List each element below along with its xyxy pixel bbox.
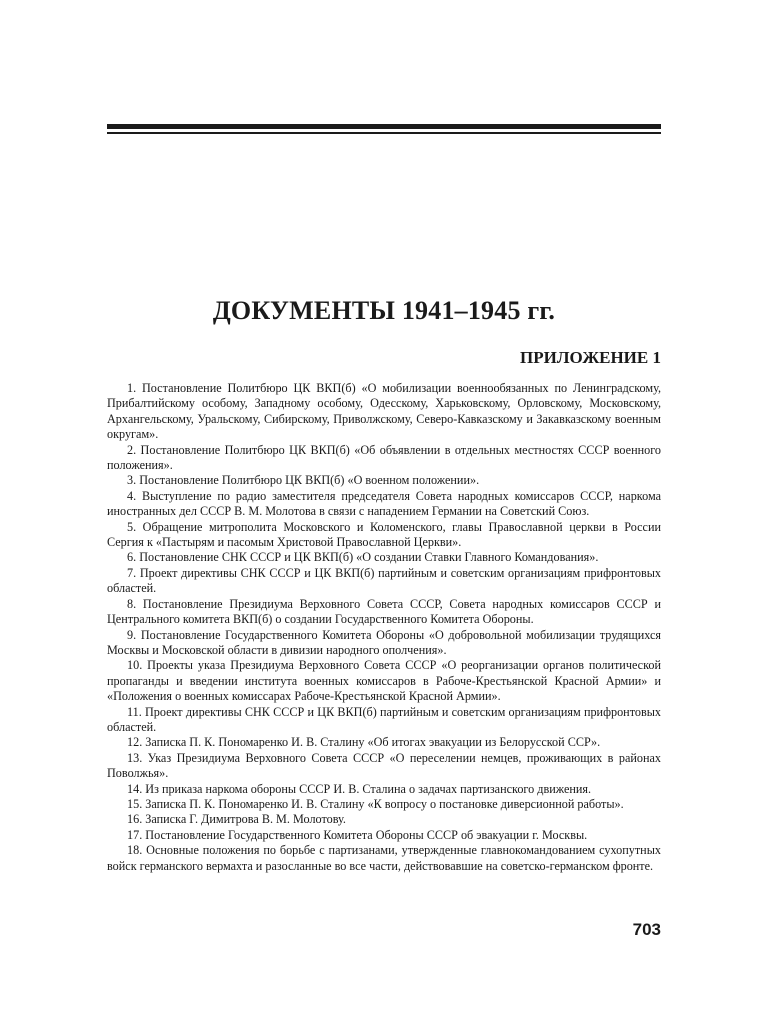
list-item: 8. Постановление Президиума Верховного Совета СССР, Совета народных комиссаров СССР и Центрального комитета ВКП(б) о создании Государственного Комитета Обороны.: [107, 596, 661, 627]
list-item: 17. Постановление Государственного Комитета Обороны СССР об эвакуации г. Москвы.: [127, 827, 588, 842]
list-item: 3. Постановление Политбюро ЦК ВКП(б) «О военном положении».: [127, 473, 480, 488]
header-rule-thin: [107, 132, 661, 134]
list-item: 14. Из приказа наркома обороны СССР И. В. Сталина о задачах партизанского движения.: [127, 781, 592, 796]
list-item: 1. Постановление Политбюро ЦК ВКП(б) «О мобилизации военнообязанных по Ленинградскому, Прибалтийскому особому, Западному особому, Одесскому, Харьковскому, Орловскому, Московскому, Архангельскому, Уральскому, Сибирскому, Приволжскому, Северо-Кавказскому и Закавказскому военным округам».: [107, 381, 661, 442]
page-number: 703: [632, 920, 661, 939]
list-item: 10. Проекты указа Президиума Верховного Совета СССР «О реорганизации органов политической пропаганды и введении института военных комиссаров в Рабоче-Крестьянской Красной Армии» и «Положения о военных комиссарах Рабоче-Крестьянской Красной Армии».: [107, 658, 661, 704]
header-rule-thick: [107, 124, 661, 129]
list-item: 4. Выступление по радио заместителя председателя Совета народных комиссаров СССР, наркома иностранных дел СССР В. М. Молотова в связи с нападением Германии на Советский Союз.: [107, 488, 661, 519]
list-item: 12. Записка П. К. Пономаренко И. В. Сталину «Об итогах эвакуации из Белорусской ССР».: [127, 735, 601, 750]
list-item: 16. Записка Г. Димитрова В. М. Молотову.: [127, 812, 346, 827]
list-item: 2. Постановление Политбюро ЦК ВКП(б) «Об объявлении в отдельных местностях СССР военного положения».: [107, 442, 661, 473]
list-item: 9. Постановление Государственного Комитета Обороны «О добровольной мобилизации трудящихся Москвы и Московской области в дивизии народного ополчения».: [107, 627, 661, 657]
list-item: 5. Обращение митрополита Московского и Коломенского, главы Православной церкви в России Сергия к «Пастырям и пасомым Христовой Православной Церкви».: [107, 519, 661, 550]
list-item: 7. Проект директивы СНК СССР и ЦК ВКП(б) партийным и советским организациям прифронтовых областей.: [107, 565, 661, 596]
appendix-heading: ПРИЛОЖЕНИЕ 1: [520, 348, 661, 367]
list-item: 11. Проект директивы СНК СССР и ЦК ВКП(б) партийным и советским организациям прифронтовых областей.: [107, 704, 661, 734]
list-item: 15. Записка П. К. Пономаренко И. В. Сталину «К вопросу о постановке диверсионной работы».: [127, 796, 624, 811]
page-title: ДОКУМЕНТЫ 1941–1945 гг.: [212, 296, 556, 325]
list-item: 6. Постановление СНК СССР и ЦК ВКП(б) «О создании Ставки Главного Командования».: [127, 550, 599, 565]
list-item: 18. Основные положения по борьбе с партизанами, утвержденные главнокомандованием сухопутных войск германского вермахта и разосланные во все части, действовавшие на советско-германском фронте.: [107, 843, 661, 873]
list-item: 13. Указ Президиума Верховного Совета СССР «О переселении немцев, проживающих в районах Поволжья».: [107, 750, 661, 781]
document-list: [107, 381, 661, 874]
